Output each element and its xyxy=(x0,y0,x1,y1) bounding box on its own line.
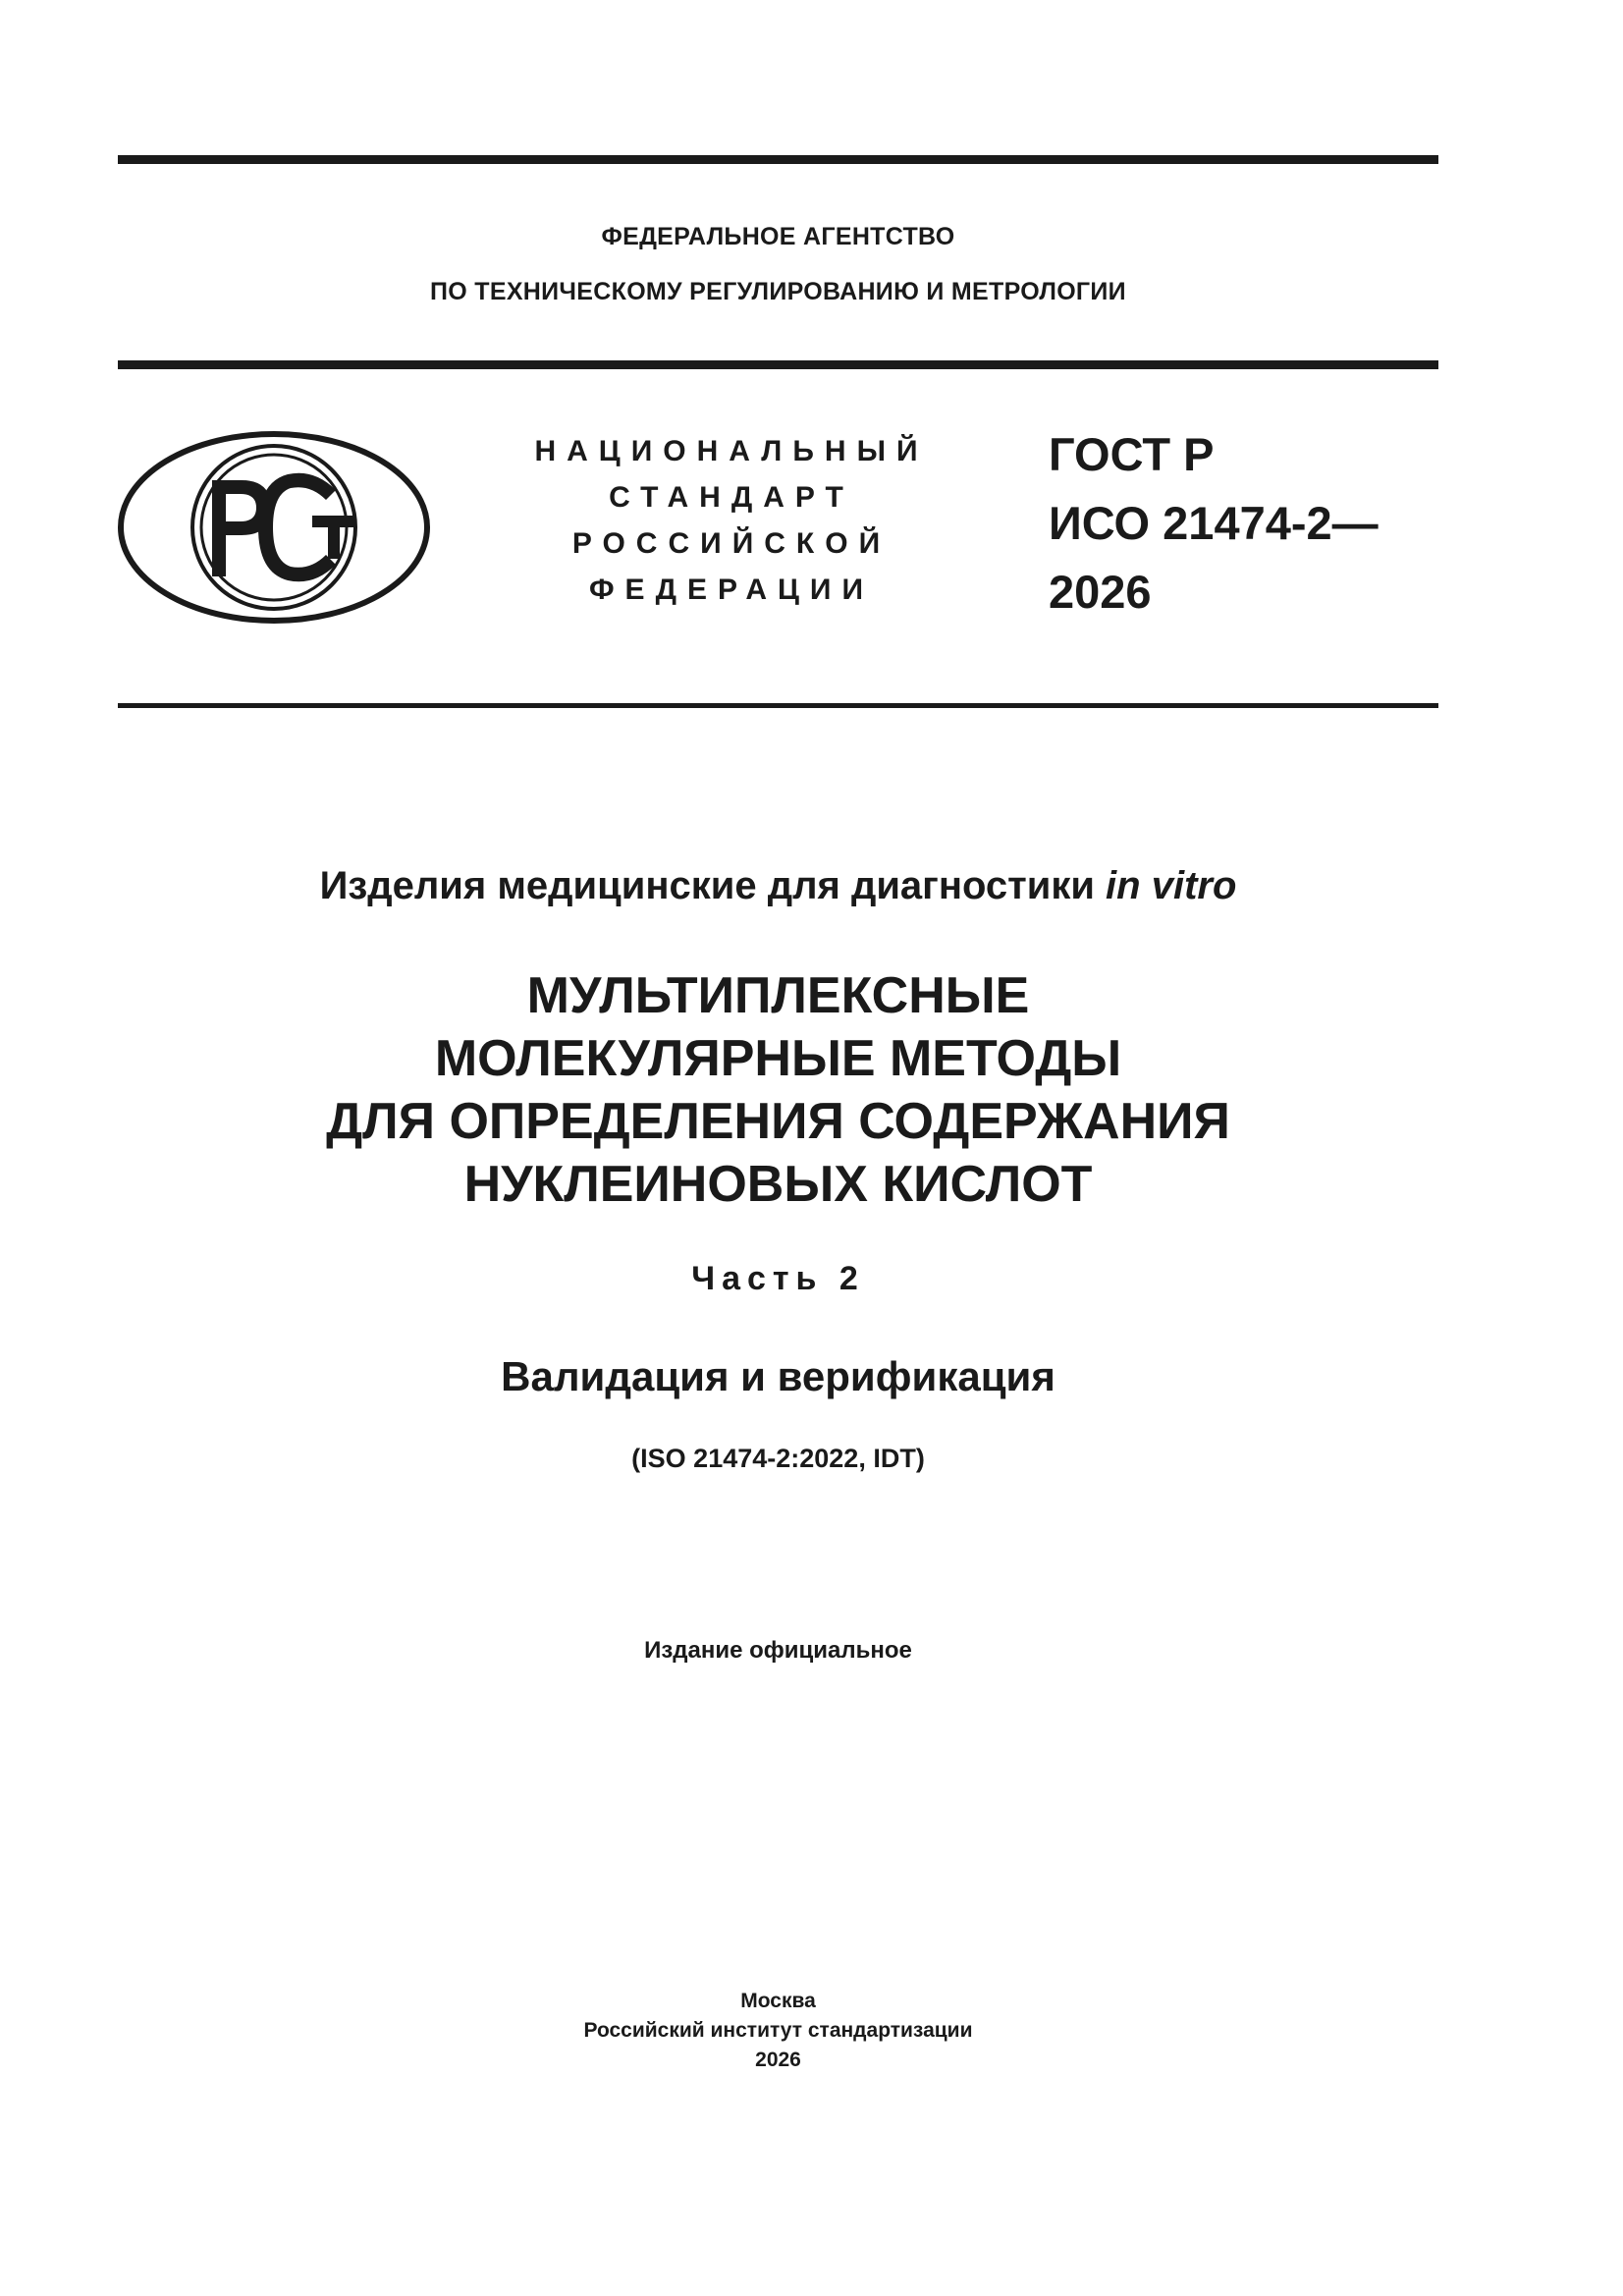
document-subtitle: Валидация и верификация xyxy=(501,1353,1055,1399)
iso-reference: (ISO 21474-2:2022, IDT) xyxy=(631,1444,925,1473)
national-standard-line: СТАНДАРТ xyxy=(609,481,854,514)
main-title-line: МОЛЕКУЛЯРНЫЕ МЕТОДЫ xyxy=(434,1030,1122,1087)
main-title-line: ДЛЯ ОПРЕДЕЛЕНИЯ СОДЕРЖАНИЯ xyxy=(326,1093,1230,1150)
imprint-city: Москва xyxy=(740,1990,816,2012)
rst-certification-mark-icon xyxy=(116,429,432,626)
imprint xyxy=(118,1987,1438,2075)
national-standard-label xyxy=(511,428,952,613)
document-subject xyxy=(118,864,1438,908)
national-standard-line: ФЕДЕРАЦИИ xyxy=(588,574,875,606)
agency-line-1: ФЕДЕРАЛЬНОЕ АГЕНТСТВО xyxy=(601,223,955,250)
designation-line: ИСО 21474-2— xyxy=(1049,497,1379,549)
main-title-line: МУЛЬТИПЛЕКСНЫЕ xyxy=(526,967,1030,1024)
designation-line: ГОСТ Р xyxy=(1049,428,1215,480)
middle-rule xyxy=(118,360,1438,369)
subject-italic-text: in vitro xyxy=(1106,864,1237,907)
designation-line: 2026 xyxy=(1049,566,1152,618)
national-standard-line: НАЦИОНАЛЬНЫЙ xyxy=(534,435,929,467)
bottom-rule xyxy=(118,703,1438,708)
part-label: Часть 2 xyxy=(691,1260,865,1297)
national-standard-line: РОССИЙСКОЙ xyxy=(571,527,892,560)
standard-designation xyxy=(1049,420,1379,627)
main-title-line: НУКЛЕИНОВЫХ КИСЛОТ xyxy=(463,1156,1093,1213)
imprint-year: 2026 xyxy=(755,2049,801,2071)
top-rule xyxy=(118,155,1438,164)
subject-text: Изделия медицинские для диагностики xyxy=(319,864,1107,907)
edition-note: Издание официальное xyxy=(644,1637,912,1664)
agency-line-2: ПО ТЕХНИЧЕСКОМУ РЕГУЛИРОВАНИЮ И МЕТРОЛОГИИ xyxy=(430,278,1126,305)
document-main-title xyxy=(118,964,1438,1216)
imprint-publisher: Российский институт стандартизации xyxy=(583,2019,973,2042)
